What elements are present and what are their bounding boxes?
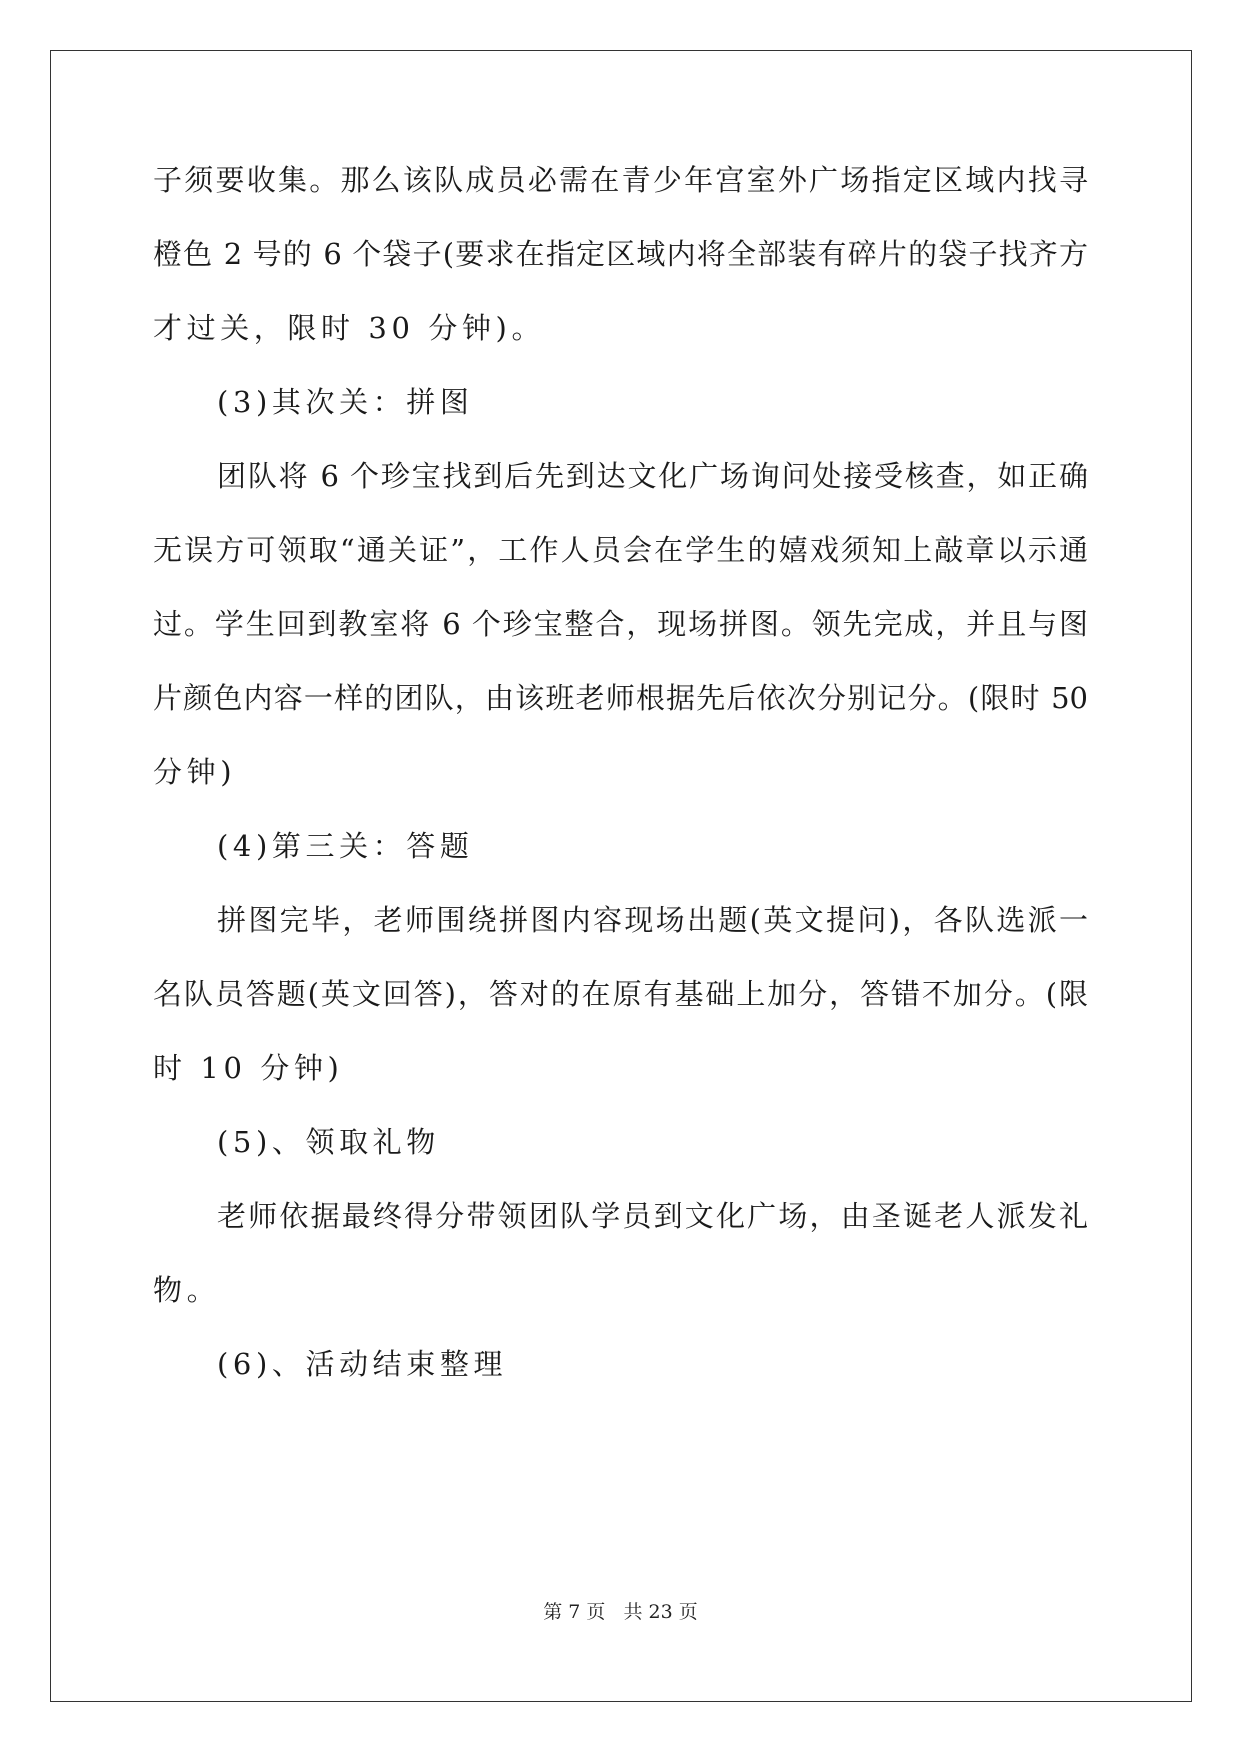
paragraph-line: 团队将 6 个珍宝找到后先到达文化广场询问处接受核查，如正确 bbox=[217, 459, 1088, 493]
paragraph-line: 拼图完毕，老师围绕拼图内容现场出题(英文提问)，各队选派一 bbox=[217, 903, 1088, 937]
paragraph-line: 片颜色内容一样的团队，由该班老师根据先后依次分别记分。(限时 50 bbox=[153, 681, 1088, 715]
page-border bbox=[50, 50, 1192, 1702]
section-heading-cleanup: (6)、活动结束整理 bbox=[217, 1347, 508, 1381]
paragraph-line: 分钟) bbox=[153, 755, 237, 789]
paragraph-line: 名队员答题(英文回答)，答对的在原有基础上加分，答错不加分。(限 bbox=[153, 977, 1088, 1011]
paragraph-line: 橙色 2 号的 6 个袋子(要求在指定区域内将全部装有碎片的袋子找齐方 bbox=[153, 237, 1088, 271]
paragraph-line: 才过关，限时 30 分钟)。 bbox=[153, 311, 546, 345]
page-number: 第 7 页 共 23 页 bbox=[543, 1601, 698, 1623]
section-heading-round-3: (4)第三关：答题 bbox=[217, 829, 474, 863]
paragraph-line: 无误方可领取“通关证”，工作人员会在学生的嬉戏须知上敲章以示通 bbox=[153, 533, 1088, 567]
section-heading-round-2: (3)其次关：拼图 bbox=[217, 385, 474, 419]
paragraph-line: 子须要收集。那么该队成员必需在青少年宫室外广场指定区域内找寻 bbox=[153, 163, 1088, 197]
paragraph-line: 老师依据最终得分带领团队学员到文化广场，由圣诞老人派发礼 bbox=[217, 1199, 1088, 1233]
paragraph-line: 过。学生回到教室将 6 个珍宝整合，现场拼图。领先完成，并且与图 bbox=[153, 607, 1088, 641]
paragraph-line: 时 10 分钟) bbox=[153, 1051, 344, 1085]
paragraph-line: 物。 bbox=[153, 1273, 221, 1307]
section-heading-gifts: (5)、领取礼物 bbox=[217, 1125, 440, 1159]
